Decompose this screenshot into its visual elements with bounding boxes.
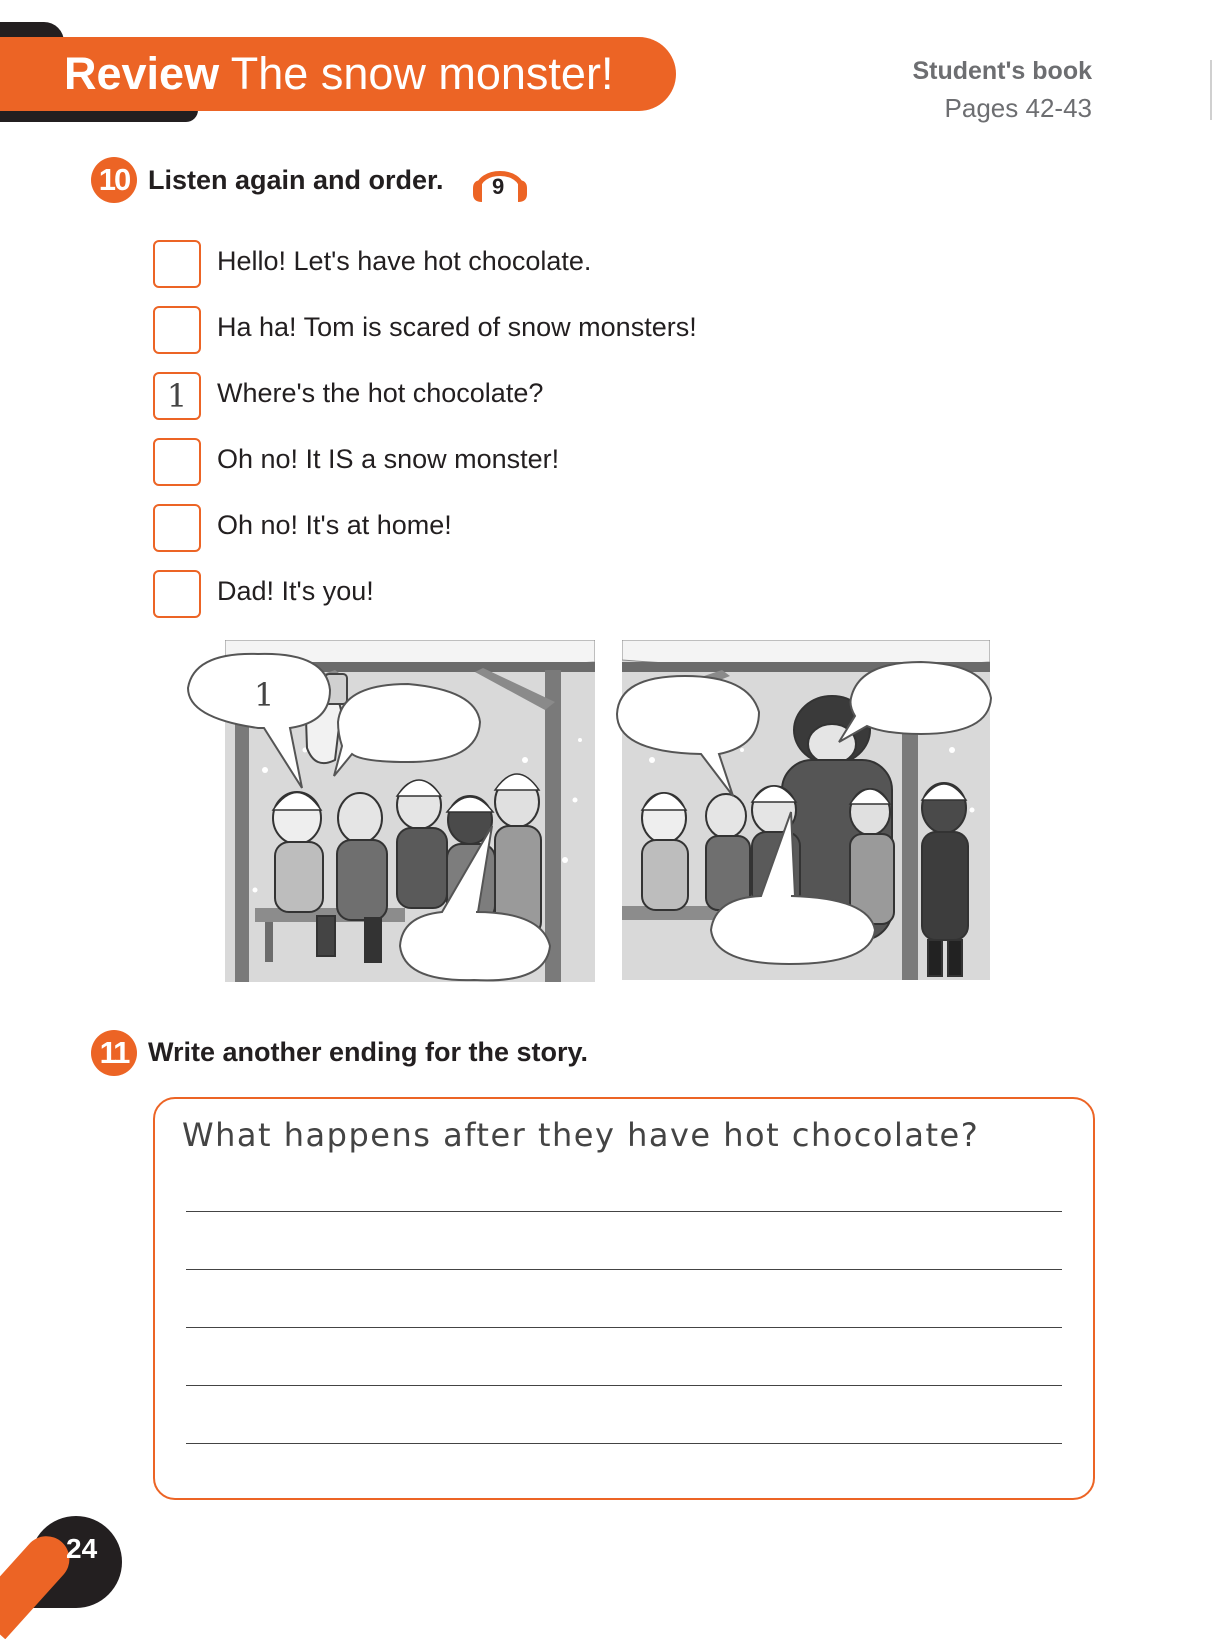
order-box[interactable]: [153, 570, 201, 618]
order-text: Hello! Let's have hot chocolate.: [217, 246, 592, 276]
picture-2-speech-bubbles: [615, 650, 1010, 980]
order-text: Dad! It's you!: [217, 576, 374, 606]
exercise-11-instruction: Write another ending for the story.: [148, 1037, 589, 1067]
exercise-10-number: 10: [91, 157, 137, 203]
order-box[interactable]: [153, 306, 201, 354]
order-text: Oh no! It IS a snow monster!: [217, 444, 560, 474]
writing-line[interactable]: [186, 1443, 1062, 1444]
order-text: Ha ha! Tom is scared of snow monsters!: [217, 312, 697, 342]
order-box[interactable]: [153, 438, 201, 486]
picture-1-speech-bubbles: [186, 650, 596, 990]
writing-line[interactable]: [186, 1327, 1062, 1328]
exercise-11-number: 11: [91, 1030, 137, 1076]
order-box[interactable]: [153, 504, 201, 552]
pages-label: Pages 42-43: [944, 93, 1092, 123]
exercise-10-instruction: Listen again and order.: [148, 165, 444, 195]
order-text: Where's the hot chocolate?: [217, 378, 544, 408]
writing-line[interactable]: [186, 1211, 1062, 1212]
writing-line[interactable]: [186, 1385, 1062, 1386]
page-title: [64, 46, 613, 102]
page-number: 24: [66, 1533, 98, 1564]
writing-prompt: What happens after they have hot chocolate?: [182, 1116, 980, 1154]
picture-1-bubble-answer[interactable]: 1: [254, 676, 275, 714]
order-box[interactable]: 1: [153, 372, 201, 420]
order-text: Oh no! It's at home!: [217, 510, 452, 540]
title-bold: Review: [64, 48, 220, 99]
headphones-icon[interactable]: [470, 158, 530, 208]
audio-track-number: 9: [492, 174, 505, 199]
order-box[interactable]: [153, 240, 201, 288]
book-label: Student's book: [912, 57, 1092, 85]
writing-line[interactable]: [186, 1269, 1062, 1270]
writing-box[interactable]: [153, 1097, 1095, 1500]
page-edge-divider: [1210, 60, 1212, 120]
title-rest: The snow monster!: [230, 48, 614, 99]
